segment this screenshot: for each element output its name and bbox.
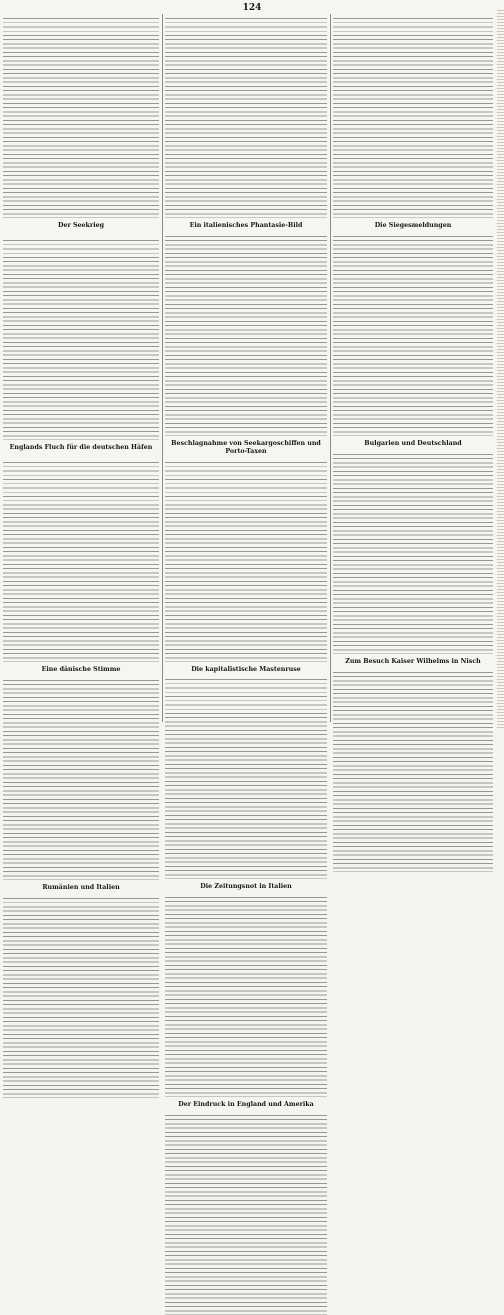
unreadable-text-block	[165, 462, 327, 662]
unreadable-text-block	[165, 18, 327, 218]
article	[165, 883, 327, 1097]
article-headline: Der Eindruck in England und Amerika	[178, 1101, 314, 1109]
article-headline: Die kapitalistische Mastenruse	[191, 665, 301, 673]
unreadable-text-block	[3, 240, 159, 440]
article-headline: Beschlagnahme von Seekargoschiffen und Porto-Taxen	[171, 440, 321, 455]
article-headline: Ein italienisches Phantasie-Bild	[189, 222, 303, 230]
article	[165, 666, 327, 880]
article-headline: Die Siegesmeldungen	[374, 222, 452, 230]
unreadable-text-block	[3, 18, 159, 218]
article	[165, 440, 327, 661]
column-2	[165, 14, 327, 1109]
column-3	[333, 14, 493, 722]
article-headline: Der Seekrieg	[57, 222, 105, 230]
adjacent-page-edge	[497, 10, 504, 728]
unreadable-text-block	[333, 18, 493, 218]
article-headline: Eine dänische Stimme	[41, 666, 121, 674]
article	[165, 1101, 327, 1315]
article	[333, 440, 493, 654]
article-headline: Englands Fluch für die deutschen Häfen	[9, 444, 153, 452]
unreadable-text-block	[3, 898, 159, 1098]
unreadable-text-block	[333, 236, 493, 436]
article-headline: Bulgarien und Deutschland	[364, 440, 462, 448]
unreadable-text-block	[165, 1115, 327, 1315]
article	[3, 666, 159, 880]
unreadable-text-block	[165, 236, 327, 436]
page-number: 124	[242, 3, 262, 13]
column-rule	[162, 14, 163, 722]
article	[3, 444, 159, 662]
article	[333, 14, 493, 218]
unreadable-text-block	[165, 679, 327, 879]
article	[3, 14, 159, 218]
article-headline: Rumänien und Italien	[42, 884, 120, 892]
article	[165, 222, 327, 436]
article-headline: Zum Besuch Kaiser Wilhelms in Nisch	[345, 657, 481, 665]
article-headline: Die Zeitungsnot in Italien	[200, 883, 292, 891]
article	[3, 884, 159, 1098]
article	[333, 222, 493, 436]
article	[165, 14, 327, 218]
unreadable-text-block	[333, 454, 493, 654]
unreadable-text-block	[333, 672, 493, 872]
article	[333, 658, 493, 872]
column-rule	[330, 14, 331, 722]
unreadable-text-block	[3, 462, 159, 662]
unreadable-text-block	[165, 897, 327, 1097]
column-1	[3, 14, 159, 892]
article	[3, 222, 159, 440]
unreadable-text-block	[3, 680, 159, 880]
